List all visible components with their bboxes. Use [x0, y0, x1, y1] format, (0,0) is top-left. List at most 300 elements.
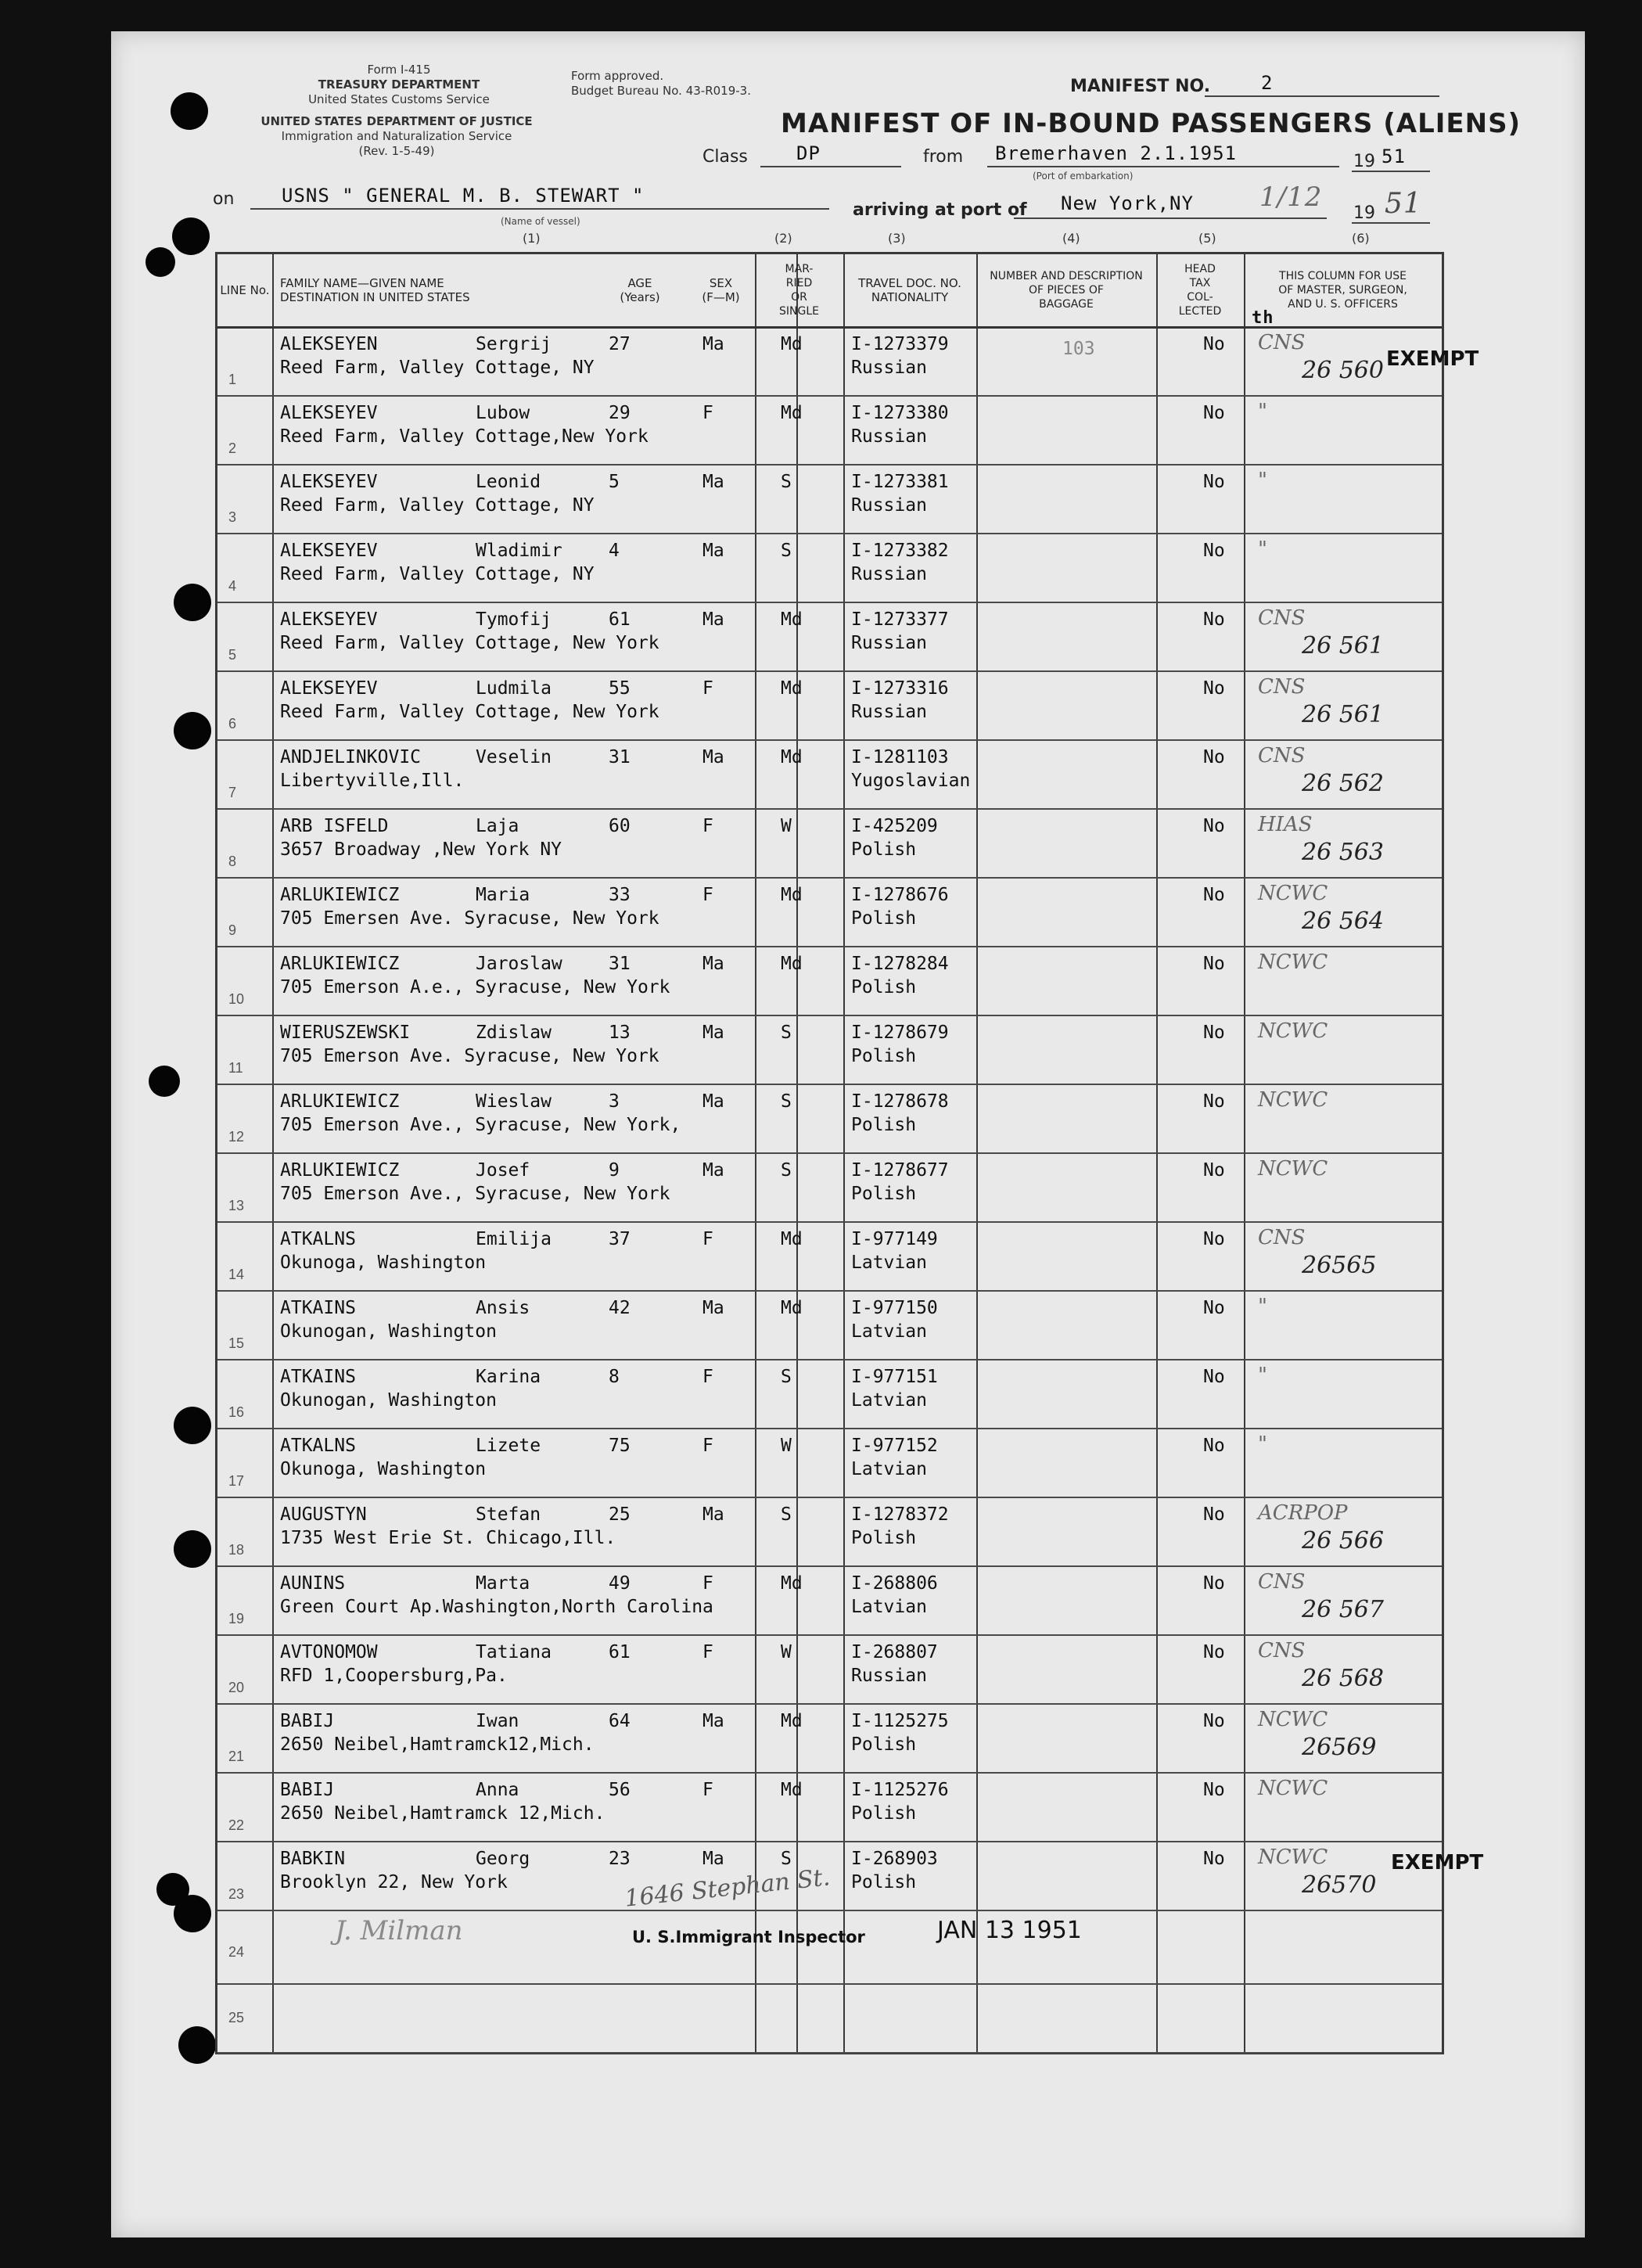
given-name: Tymofij — [476, 609, 552, 630]
line-number: 14 — [228, 1267, 245, 1282]
destination: Reed Farm, Valley Cottage, New York — [280, 633, 659, 653]
given-name: Karina — [476, 1367, 541, 1387]
from-line — [987, 166, 1339, 167]
given-name: Zdislaw — [476, 1023, 552, 1043]
line-number: 21 — [228, 1749, 245, 1764]
table-row — [217, 741, 1442, 810]
travel-doc-no: I-1278678 — [851, 1091, 949, 1112]
destination: 705 Emerson Ave., Syracuse, New York, — [280, 1115, 681, 1135]
age: 42 — [609, 1298, 631, 1318]
arrival-date-hand: 1/12 — [1259, 182, 1323, 213]
family-name: ATKAINS — [280, 1298, 356, 1318]
nationality: Polish — [851, 908, 917, 929]
age: 33 — [609, 885, 631, 905]
family-name: ALEKSEYEV — [280, 541, 378, 561]
given-name: Iwan — [476, 1711, 519, 1731]
travel-doc-no: I-268903 — [851, 1849, 938, 1869]
on-label: on — [213, 189, 235, 209]
given-name: Laja — [476, 816, 519, 836]
head-tax: No — [1203, 1160, 1225, 1181]
vessel-note: (Name of vessel) — [501, 216, 580, 227]
sex: Ma — [702, 541, 724, 561]
given-name: Marta — [476, 1573, 530, 1594]
nationality: Russian — [851, 564, 927, 584]
line-number: 6 — [228, 716, 237, 731]
officer-number: 26 568 — [1302, 1665, 1384, 1692]
passenger-table — [215, 231, 1444, 2054]
family-name: ARLUKIEWICZ — [280, 1091, 400, 1112]
sex: F — [702, 1436, 713, 1456]
sex: F — [702, 816, 713, 836]
travel-doc-no: I-1125276 — [851, 1780, 949, 1800]
header-married: MAR- RIED OR SINGLE — [779, 263, 819, 318]
customs-service: United States Customs Service — [308, 92, 490, 106]
line-number: 10 — [228, 991, 245, 1007]
destination: Okunogan, Washington — [280, 1321, 497, 1342]
nationality: Russian — [851, 426, 927, 447]
class-line — [760, 166, 901, 167]
destination: Okunoga, Washington — [280, 1253, 487, 1273]
destination: 705 Emersen Ave. Syracuse, New York — [280, 908, 659, 929]
sex: F — [702, 1229, 713, 1249]
line-number: 7 — [228, 785, 237, 800]
given-name: Georg — [476, 1849, 530, 1869]
officer-note: " — [1258, 537, 1267, 561]
destination: Reed Farm, Valley Cottage, NY — [280, 495, 595, 516]
marital-status: W — [781, 1436, 792, 1456]
line-number: 4 — [228, 578, 237, 594]
age: 27 — [609, 334, 631, 354]
family-name: WIERUSZEWSKI — [280, 1023, 411, 1043]
table-row — [217, 1774, 1442, 1842]
form-approved: Form approved. — [571, 69, 664, 83]
head-tax: No — [1203, 1849, 1225, 1869]
given-name: Stefan — [476, 1504, 541, 1525]
head-tax: No — [1203, 1642, 1225, 1662]
col-number-5: (5) — [1198, 231, 1216, 246]
age: 29 — [609, 403, 631, 423]
head-tax: No — [1203, 541, 1225, 561]
budget-bureau: Budget Bureau No. 43-R019-3. — [571, 84, 751, 98]
port-value: New York,NY — [1061, 192, 1194, 214]
family-name: BABKIN — [280, 1849, 346, 1869]
inspector-label: U. S.Immigrant Inspector — [632, 1928, 865, 1946]
age: 60 — [609, 816, 631, 836]
nationality: Polish — [851, 1046, 917, 1066]
sex: F — [702, 885, 713, 905]
destination: Okunogan, Washington — [280, 1390, 497, 1411]
punch-hole — [174, 584, 211, 621]
officer-number: 26 561 — [1302, 632, 1384, 660]
officer-note: NCWC — [1258, 1088, 1328, 1112]
marital-status: Md — [781, 1780, 803, 1800]
sex: Ma — [702, 1504, 724, 1525]
sex: Ma — [702, 472, 724, 492]
officer-number: 26 564 — [1302, 908, 1384, 935]
age: 31 — [609, 747, 631, 767]
manifest-no-value: 2 — [1261, 72, 1274, 94]
punch-hole — [174, 712, 211, 749]
officer-number: 26565 — [1302, 1252, 1377, 1279]
head-tax: No — [1203, 403, 1225, 423]
table-row — [217, 947, 1442, 1016]
nationality: Yugoslavian — [851, 771, 971, 791]
line-number: 20 — [228, 1680, 245, 1695]
table-row — [217, 1223, 1442, 1292]
given-name: Wieslaw — [476, 1091, 552, 1112]
table-row — [217, 465, 1442, 534]
given-name: Lubow — [476, 403, 530, 423]
destination: Reed Farm, Valley Cottage, New York — [280, 702, 659, 722]
family-name: AUGUSTYN — [280, 1504, 367, 1525]
treasury-department: TREASURY DEPARTMENT — [318, 77, 480, 92]
nationality: Polish — [851, 1115, 917, 1135]
stephan-street-note: 1646 Stephan St. — [623, 1864, 832, 1913]
line-number-24: 24 — [228, 1944, 245, 1960]
sex: Ma — [702, 1849, 724, 1869]
family-name: BABIJ — [280, 1711, 335, 1731]
from-value: Bremerhaven 2.1.1951 — [995, 142, 1237, 164]
marital-status: S — [781, 1849, 792, 1869]
line-number: 2 — [228, 440, 237, 456]
officer-note: NCWC — [1258, 1708, 1328, 1731]
destination: 705 Emerson Ave. Syracuse, New York — [280, 1046, 659, 1066]
given-name: Ansis — [476, 1298, 530, 1318]
sex: Ma — [702, 609, 724, 630]
head-tax: No — [1203, 472, 1225, 492]
table-row — [217, 1085, 1442, 1154]
family-name: ALEKSEYEV — [280, 678, 378, 699]
family-name: BABIJ — [280, 1780, 335, 1800]
given-name: Jaroslaw — [476, 954, 562, 974]
given-name: Maria — [476, 885, 530, 905]
officer-note: CNS — [1258, 744, 1306, 767]
officer-note: HIAS — [1258, 813, 1313, 836]
destination: 3657 Broadway ,New York NY — [280, 839, 562, 860]
officer-note: CNS — [1258, 1226, 1306, 1249]
form-identifier-block — [258, 63, 540, 107]
head-tax: No — [1203, 1711, 1225, 1731]
officer-note: NCWC — [1258, 951, 1328, 974]
marital-status: S — [781, 1091, 792, 1112]
header-sex: SEX (F—M) — [702, 276, 740, 304]
age: 37 — [609, 1229, 631, 1249]
officer-note: NCWC — [1258, 1019, 1328, 1043]
family-name: ALEKSEYEV — [280, 609, 378, 630]
family-name: ATKALNS — [280, 1436, 356, 1456]
family-name: AVTONOMOW — [280, 1642, 378, 1662]
travel-doc-no: I-1278284 — [851, 954, 949, 974]
nationality: Russian — [851, 358, 927, 378]
officer-number: 26 566 — [1302, 1527, 1384, 1555]
travel-doc-no: I-1125275 — [851, 1711, 949, 1731]
table-row — [217, 1498, 1442, 1567]
nationality: Polish — [851, 977, 917, 997]
sex: F — [702, 1780, 713, 1800]
travel-doc-no: I-1273382 — [851, 541, 949, 561]
row-rule — [217, 2052, 1442, 2054]
marital-status: S — [781, 472, 792, 492]
nationality: Latvian — [851, 1459, 927, 1479]
travel-doc-no: I-1278677 — [851, 1160, 949, 1181]
table-row — [217, 1636, 1442, 1705]
age: 9 — [609, 1160, 620, 1181]
age: 13 — [609, 1023, 631, 1043]
marital-status: W — [781, 1642, 792, 1662]
line-number: 19 — [228, 1611, 245, 1626]
officer-number: 26 561 — [1302, 701, 1384, 728]
nationality: Polish — [851, 1803, 917, 1824]
destination: 2650 Neibel,Hamtramck12,Mich. — [280, 1734, 595, 1755]
officer-number: 26570 — [1302, 1871, 1377, 1899]
table-row — [217, 328, 1442, 397]
header-officers: THIS COLUMN FOR USE OF MASTER, SURGEON, AND U. S. OFFICERS — [1278, 270, 1407, 311]
destination: 705 Emerson Ave., Syracuse, New York — [280, 1184, 670, 1204]
age: 3 — [609, 1091, 620, 1112]
punch-hole — [174, 1895, 211, 1932]
form-revision: (Rev. 1-5-49) — [358, 144, 435, 158]
line-number: 12 — [228, 1129, 245, 1145]
arrival-year-line — [1352, 222, 1430, 224]
marital-status: S — [781, 1160, 792, 1181]
destination: 705 Emerson A.e., Syracuse, New York — [280, 977, 670, 997]
destination: Reed Farm, Valley Cottage, NY — [280, 564, 595, 584]
line-number: 16 — [228, 1404, 245, 1420]
age: 25 — [609, 1504, 631, 1525]
head-tax: No — [1203, 1023, 1225, 1043]
arrival-year-value: 51 — [1385, 188, 1422, 220]
family-name: ANDJELINKOVIC — [280, 747, 422, 767]
line-number: 9 — [228, 922, 237, 938]
line-number: 15 — [228, 1335, 245, 1351]
inspector-signature: J. Milman — [335, 1915, 463, 1946]
nationality: Russian — [851, 495, 927, 516]
given-name: Anna — [476, 1780, 519, 1800]
officer-note: NCWC — [1258, 1777, 1328, 1800]
punch-hole — [172, 217, 210, 255]
manifest-no-label: MANIFEST NO. — [1070, 77, 1211, 96]
line-number: 18 — [228, 1542, 245, 1558]
marital-status: Md — [781, 1711, 803, 1731]
destination: 2650 Neibel,Hamtramck 12,Mich. — [280, 1803, 605, 1824]
head-tax: No — [1203, 609, 1225, 630]
travel-doc-no: I-1278372 — [851, 1504, 949, 1525]
destination: Libertyville,Ill. — [280, 771, 465, 791]
marital-status: Md — [781, 954, 803, 974]
travel-doc-no: I-1281103 — [851, 747, 949, 767]
table-row — [217, 1154, 1442, 1223]
nationality: Latvian — [851, 1597, 927, 1617]
family-name: ARLUKIEWICZ — [280, 954, 400, 974]
table-row — [217, 672, 1442, 741]
travel-doc-no: I-977151 — [851, 1367, 938, 1387]
given-name: Tatiana — [476, 1642, 552, 1662]
head-tax: No — [1203, 1436, 1225, 1456]
head-tax: No — [1203, 334, 1225, 354]
sex: Ma — [702, 1023, 724, 1043]
header-line-no: LINE No. — [220, 283, 270, 297]
age: 31 — [609, 954, 631, 974]
officer-note: CNS — [1258, 331, 1306, 354]
vessel-line — [250, 208, 829, 210]
travel-doc-no: I-1273380 — [851, 403, 949, 423]
table-row — [217, 810, 1442, 879]
family-name: ALEKSEYEN — [280, 334, 378, 354]
punch-hole — [174, 1407, 211, 1444]
vessel-name: USNS " GENERAL M. B. STEWART " — [282, 185, 645, 207]
officer-number: 26569 — [1302, 1734, 1377, 1761]
table-row — [217, 397, 1442, 465]
nationality: Latvian — [851, 1253, 927, 1273]
family-name: ARB ISFELD — [280, 816, 389, 836]
age: 61 — [609, 1642, 631, 1662]
travel-doc-no: I-977149 — [851, 1229, 938, 1249]
header-age: AGE (Years) — [620, 276, 660, 304]
exempt-stamp-top: EXEMPT — [1386, 347, 1479, 371]
nationality: Polish — [851, 1734, 917, 1755]
head-tax: No — [1203, 1780, 1225, 1800]
header-travel-doc: TRAVEL DOC. NO. NATIONALITY — [858, 276, 961, 304]
head-tax: No — [1203, 1367, 1225, 1387]
travel-doc-no: I-1273377 — [851, 609, 949, 630]
given-name: Emilija — [476, 1229, 552, 1249]
nationality: Latvian — [851, 1390, 927, 1411]
officer-note: CNS — [1258, 606, 1306, 630]
nationality: Latvian — [851, 1321, 927, 1342]
marital-status: Md — [781, 1573, 803, 1594]
sex: Ma — [702, 1160, 724, 1181]
approval-block — [571, 69, 751, 99]
age: 75 — [609, 1436, 631, 1456]
travel-doc-no: I-977150 — [851, 1298, 938, 1318]
port-line — [1014, 217, 1327, 219]
head-tax: No — [1203, 885, 1225, 905]
given-name: Veselin — [476, 747, 552, 767]
row-rule — [217, 1983, 1442, 1985]
form-number: Form I-415 — [367, 63, 431, 77]
table-row — [217, 1360, 1442, 1429]
col-number-3: (3) — [888, 231, 906, 246]
line-number-25: 25 — [228, 2010, 245, 2025]
table-row — [217, 1429, 1442, 1498]
officer-note: NCWC — [1258, 882, 1328, 905]
destination: Green Court Ap.Washington,North Carolina — [280, 1597, 713, 1617]
arrival-year-prefix: 19 — [1353, 203, 1375, 223]
travel-doc-no: I-268806 — [851, 1573, 938, 1594]
family-name: ALEKSEYEV — [280, 472, 378, 492]
travel-doc-no: I-268807 — [851, 1642, 938, 1662]
head-tax: No — [1203, 678, 1225, 699]
line-number: 8 — [228, 854, 237, 869]
class-value: DP — [796, 142, 821, 164]
nationality: Polish — [851, 1184, 917, 1204]
header-baggage: NUMBER AND DESCRIPTION OF PIECES OF BAGGAGE — [990, 270, 1143, 311]
destination: RFD 1,Coopersburg,Pa. — [280, 1666, 508, 1686]
marital-status: S — [781, 1023, 792, 1043]
col-number-6: (6) — [1352, 231, 1370, 246]
punch-hole — [174, 1530, 211, 1568]
head-tax: No — [1203, 816, 1225, 836]
sex: Ma — [702, 1091, 724, 1112]
destination: Okunoga, Washington — [280, 1459, 487, 1479]
marital-status: S — [781, 1367, 792, 1387]
marital-status: Md — [781, 678, 803, 699]
officer-note: " — [1258, 1295, 1267, 1318]
head-tax: No — [1203, 1229, 1225, 1249]
officer-note: " — [1258, 1432, 1267, 1456]
col-number-1: (1) — [523, 231, 541, 246]
row-rule — [217, 1910, 1442, 1911]
marital-status: Md — [781, 1298, 803, 1318]
marital-status: Md — [781, 747, 803, 767]
sex: F — [702, 1642, 713, 1662]
exempt-stamp-bottom: EXEMPT — [1391, 1851, 1484, 1874]
family-name: AUNINS — [280, 1573, 346, 1594]
inspection-date-stamp: JAN 13 1951 — [937, 1917, 1082, 1944]
marital-status: S — [781, 1504, 792, 1525]
table-row — [217, 1292, 1442, 1360]
age: 64 — [609, 1711, 631, 1731]
officer-number: 26 567 — [1302, 1596, 1384, 1623]
col-number-2: (2) — [774, 231, 792, 246]
given-name: Sergrij — [476, 334, 552, 354]
officer-note: NCWC — [1258, 1157, 1328, 1181]
age: 23 — [609, 1849, 631, 1869]
head-tax: No — [1203, 1504, 1225, 1525]
destination: Brooklyn 22, New York — [280, 1872, 508, 1892]
head-tax: No — [1203, 747, 1225, 767]
family-name: ARLUKIEWICZ — [280, 885, 400, 905]
given-name: Wladimir — [476, 541, 562, 561]
sex: F — [702, 1367, 713, 1387]
marital-status: Md — [781, 334, 803, 354]
given-name: Ludmila — [476, 678, 552, 699]
family-name: ATKAINS — [280, 1367, 356, 1387]
header-name: FAMILY NAME—GIVEN NAME DESTINATION IN UNITED STATES — [280, 276, 470, 304]
officer-note: NCWC — [1258, 1846, 1328, 1869]
officer-number: 26 562 — [1302, 770, 1384, 797]
age: 5 — [609, 472, 620, 492]
line-number: 23 — [228, 1886, 245, 1902]
sex: Ma — [702, 1298, 724, 1318]
head-tax: No — [1203, 1091, 1225, 1112]
sex: Ma — [702, 1711, 724, 1731]
table-row — [217, 603, 1442, 672]
arriving-label: arriving at port of — [853, 200, 1027, 220]
family-name: ARLUKIEWICZ — [280, 1160, 400, 1181]
age: 8 — [609, 1367, 620, 1387]
destination: Reed Farm, Valley Cottage,New York — [280, 426, 649, 447]
line-number: 11 — [228, 1060, 243, 1076]
travel-doc-no: I-1278679 — [851, 1023, 949, 1043]
travel-doc-no: I-1278676 — [851, 885, 949, 905]
table-row — [217, 1016, 1442, 1085]
family-name: ALEKSEYEV — [280, 403, 378, 423]
line-number: 3 — [228, 509, 237, 525]
table-row — [217, 879, 1442, 947]
destination: Reed Farm, Valley Cottage, NY — [280, 358, 595, 378]
th-mark: th — [1252, 308, 1274, 328]
marital-status: Md — [781, 885, 803, 905]
page-title: MANIFEST OF IN-BOUND PASSENGERS (ALIENS) — [781, 108, 1522, 139]
line-number: 5 — [228, 647, 237, 663]
age: 4 — [609, 541, 620, 561]
marital-status: Md — [781, 403, 803, 423]
officer-number: 26 560 — [1302, 357, 1384, 384]
table-row — [217, 534, 1442, 603]
sex: Ma — [702, 954, 724, 974]
embarkation-note: (Port of embarkation) — [1033, 171, 1134, 182]
